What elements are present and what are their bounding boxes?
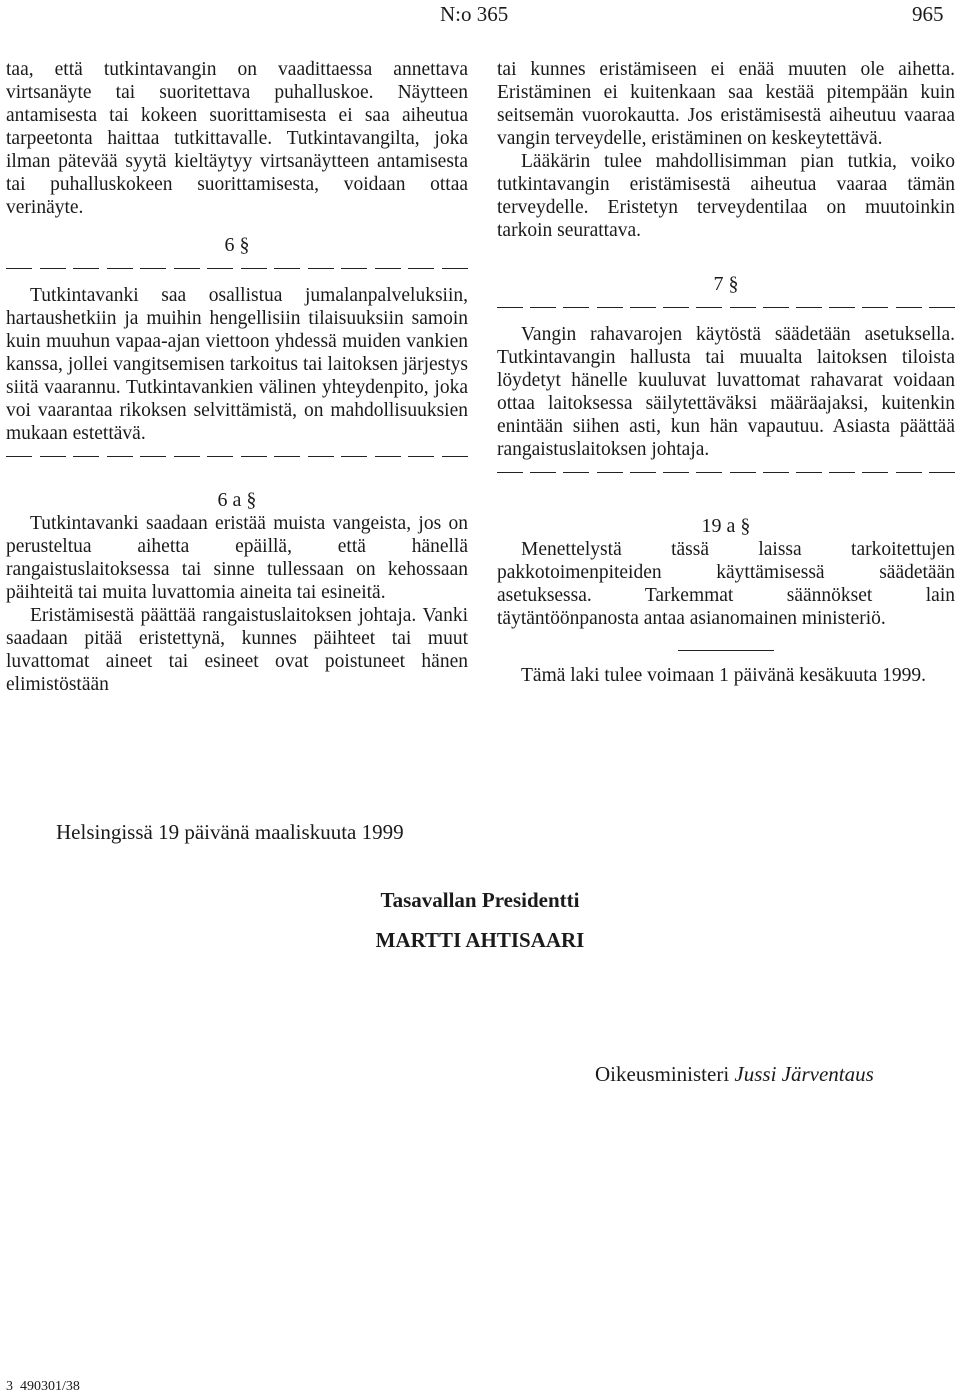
paragraph: taa, että tutkintavangin on vaadittaessa annettava virtsanäyte tai suoritettava puhalluskoe. Näytteen antamisesta tai kokeen suorittamisesta ei saa aiheutua tarpeetonta haittaa tutkittavalle. Tutkintavangilta, joka ilman pätevää syytä kieltäytyy virtsanäytteen antamisesta tai puhalluskokeen suorittamisesta, voidaan ottaa verinäyte.	[6, 59, 468, 218]
left-column	[6, 58, 468, 696]
paragraph: Tämä laki tulee voimaan 1 päivänä kesäkuuta 1999.	[521, 665, 927, 686]
paragraph: Tutkintavanki saadaan eristää muista vangeista, jos on perusteltua aihetta epäillä, että hänellä rangaistuslaitoksessa tai sinne tullessaan on kehossaan päihteitä tai muita luvattomia aineita tai esineitä.	[6, 513, 468, 603]
short-rule	[678, 650, 774, 651]
paragraph: tai kunnes eristämiseen ei enää muuten ole aihetta. Eristäminen ei kuitenkaan saa kestää pitempään kuin seitsemän vuorokautta. Jos eristämisestä aiheutuu vaaraa vangin terveydelle, eristäminen on keskeytettävä.	[497, 59, 955, 149]
page-number: 965	[912, 2, 944, 26]
paragraph: Menettelystä tässä laissa tarkoitettujen pakkotoimenpiteiden käyttämisessä säädetään asetuksessa. Tarkemmat säännökset lain täytäntöönpanosta antaa asianomainen ministeriö.	[497, 539, 955, 629]
footer-code: 3 490301/38	[6, 1379, 80, 1394]
dash-separator	[497, 461, 955, 484]
president-name: MARTTI AHTISAARI	[375, 928, 585, 952]
president-title: Tasavallan Presidentti	[380, 888, 580, 912]
section-heading-19a: 19 a §	[701, 515, 751, 537]
minister-signature	[595, 1062, 874, 1087]
issue-number: N:o 365	[440, 2, 509, 26]
dash-separator	[497, 296, 955, 319]
dash-separator	[6, 257, 468, 280]
section-heading-6: 6 §	[224, 234, 250, 256]
paragraph: Eristämisestä päättää rangaistuslaitoksen johtaja. Vanki saadaan pitää eristettynä, kunnes päihteet tai muut luvattomat aineet tai esineet ovat poistuneet hänen elimistöstään	[6, 605, 468, 695]
paragraph: Vangin rahavarojen käytöstä säädetään asetuksella. Tutkintavangin hallusta tai muualta laitoksen tiloista löydetyt hänelle kuuluvat luvattomat rahavarat voidaan ottaa laitoksessa säilytettäväksi määräajaksi, kuitenkin enintään siihen asti, kun hän vapautuu. Asiasta päättää rangaistuslaitoksen johtaja.	[497, 324, 955, 460]
dash-separator	[6, 445, 468, 468]
section-heading-6a: 6 a §	[217, 489, 257, 511]
right-column	[497, 58, 955, 687]
section-heading-7: 7 §	[713, 273, 739, 295]
paragraph: Lääkärin tulee mahdollisimman pian tutkia, voiko tutkintavangin eristämisestä aiheutua vaaraa tämän terveydelle. Eristetyn terveydentilaa on muutoinkin tarkoin seurattava.	[497, 151, 955, 241]
place-date: Helsingissä 19 päivänä maaliskuuta 1999	[56, 820, 404, 844]
minister-name: Jussi Järventaus	[734, 1062, 874, 1086]
paragraph: Tutkintavanki saa osallistua jumalanpalveluksiin, hartaushetkiin ja muihin hengellisiin tilaisuuksiin samoin kuin muuhun vapaa-ajan viettoon yhdessä muiden vankien kanssa, jollei vangitsemisen tarkoitus tai laitoksen järjestys siitä vaarannu. Tutkintavankien välinen yhteydenpito, joka voi vaarantaa rikoksen selvittämistä, on mahdollisuuksien mukaan estettävä.	[6, 285, 468, 444]
minister-role: Oikeusministeri	[595, 1062, 730, 1086]
